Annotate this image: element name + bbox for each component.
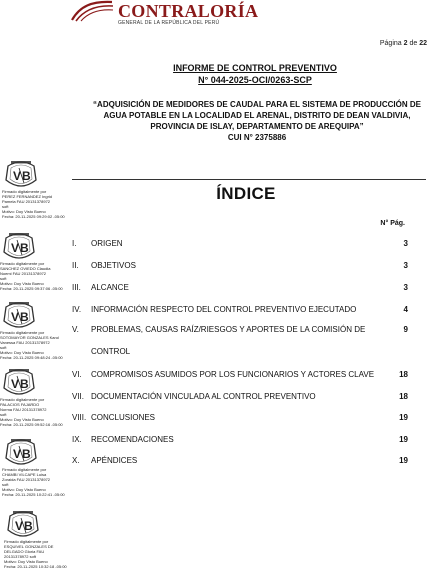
signature-line: PEREZ FERNANDEZ Ingrid [2,194,53,199]
signature-line: Fecha: 20-11-2025 09:52:16 -05:00 [0,422,63,427]
subject-cui: CUI N° 2375886 [227,133,287,142]
signature-line: Firmado digitalmente por [0,397,45,402]
signature-line: soft [2,482,9,487]
toc-entry[interactable] [72,456,408,470]
subject-line: PROVINCIA DE ISLAY, DEPARTAMENTO DE AREQUIPA” [150,122,364,131]
toc-label: PROBLEMAS, CAUSAS RAÍZ/RIESGOS Y APORTES DE LA COMISIÓN DE [91,325,366,334]
page-header [0,0,429,30]
signature-text [0,397,80,427]
toc-number: V. [72,325,79,334]
signature-line: Firmado digitalmente por [0,261,45,266]
visto-bueno-stamp-icon [2,436,40,468]
signature-line: SANCHEZ OVIEDO Claudia [0,266,51,271]
report-title: INFORME DE CONTROL PREVENTIVO [173,63,337,73]
toc-entry[interactable] [72,239,408,253]
toc-page: 18 [399,370,408,379]
index-title: ÍNDICE [216,184,276,203]
toc-label: OBJETIVOS [91,261,136,270]
signature-line: Fecha: 20-11-2025 10:32:18 -05:00 [4,564,67,569]
signature-line: CHAMBI VILCAPE Luisa [2,472,47,477]
toc-entry[interactable] [72,435,408,449]
signature-line: Firmado digitalmente por [4,539,49,544]
toc-number: VII. [72,392,85,401]
toc-page: 3 [403,283,408,292]
signature-line: Motivo: Doy Visto Bueno [2,487,46,492]
signature-text [2,189,82,219]
toc-entry[interactable] [72,305,408,319]
page-current: 2 [403,40,408,47]
signature-line: soft [0,412,7,417]
signature-line: PALACIOS FAJARDO [0,402,40,407]
page-prefix: Página [379,40,404,47]
signature-line: soft [0,345,7,350]
toc-number: IX. [72,435,82,444]
visto-bueno-stamp-icon [0,366,38,398]
toc-entry[interactable] [72,370,408,384]
signature-text [0,261,80,291]
toc-label: CONTROL [91,347,131,356]
signature-line: Firmado digitalmente por [2,467,47,472]
signature-line: Vanessa FAU 20131378972 [0,340,50,345]
toc-label: RECOMENDACIONES [91,435,174,444]
toc-number: X. [72,456,80,465]
subject-line: “ADQUISICIÓN DE MEDIDORES DE CAUDAL PARA EL SISTEMA DE PRODUCCIÓN DE [93,100,421,109]
toc-number: VIII. [72,413,87,422]
toc-number: VI. [72,370,82,379]
signature-text [4,539,84,569]
signature-line: Motivo: Doy Visto Bueno [0,350,44,355]
toc-entry-continuation[interactable] [72,347,408,361]
toc-label: CONCLUSIONES [91,413,156,422]
signature-line: Norma FAU 20131378972 [0,407,47,412]
toc-label: APÉNDICES [91,456,138,465]
signature-line: Motivo: Doy Visto Bueno [2,209,46,214]
visto-bueno-stamp-icon [0,230,38,262]
toc-entry[interactable] [72,413,408,427]
signature-line: ESQUIVEL GONZALES DE [4,544,54,549]
signature-line: Motivo: Doy Visto Bueno [0,417,44,422]
signature-line: Fecha: 20-11-2025 09:29:02 -05:00 [2,214,65,219]
signature-line: Motivo: Doy Visto Bueno [4,559,48,564]
toc-label: ALCANCE [91,283,129,292]
toc-entry[interactable] [72,392,408,406]
toc-page: 9 [403,325,408,334]
toc-page: 19 [399,435,408,444]
signature-line: Fecha: 20-11-2025 09:48:24 -05:00 [0,355,63,360]
toc-label: COMPROMISOS ASUMIDOS POR LOS FUNCIONARIOS Y ACTORES CLAVE [91,370,375,379]
signature-line: Noemi FAU 20131378972 [0,271,47,276]
signature-line: 20131378972 soft [4,554,37,559]
subject-line: AGUA POTABLE EN LA LOCALIDAD EL ARENAL, DISTRITO DE DEAN VALDIVIA, [103,111,411,120]
toc-number: IV. [72,305,82,314]
signature-line: DELGADO Gloria FAU [4,549,45,554]
toc-entry[interactable] [72,325,408,339]
signature-text [2,467,82,497]
visto-bueno-stamp-icon [0,299,38,331]
signature-line: Motivo: Doy Visto Bueno [0,281,44,286]
toc-page: 19 [399,456,408,465]
page-sep: de [407,40,420,47]
toc-label: INFORMACIÓN RESPECTO DEL CONTROL PREVENTIVO EJECUTADO [91,305,357,314]
org-subtitle: GENERAL DE LA REPÚBLICA DEL PERÚ [118,20,220,26]
toc-number: I. [72,239,77,248]
toc-page: 19 [399,413,408,422]
report-subject [72,99,429,143]
page-column-header: N° Pág. [380,220,405,227]
toc-page: 3 [403,239,408,248]
toc-number: III. [72,283,81,292]
signature-line: soft [2,204,9,209]
report-number: N° 044-2025-OCI/0263-SCP [198,75,312,85]
page-total: 22 [419,40,427,47]
signature-line: Zoraida FAU 20131378972 [2,477,51,482]
org-name: CONTRALORÍA [118,1,259,21]
signature-line: Firmado digitalmente por [2,189,47,194]
signature-line: Fecha: 20-11-2025 09:37:06 -05:00 [0,286,63,291]
signature-line: Firmado digitalmente por [0,330,45,335]
toc-entry[interactable] [72,283,408,297]
page-number [380,40,427,47]
signature-line: Pamela FAU 20131378972 [2,199,51,204]
toc-entry[interactable] [72,261,408,275]
toc-number: II. [72,261,79,270]
toc-page: 4 [403,305,408,314]
signature-line: SOTOMAYOR GONZALES Karol [0,335,59,340]
contraloria-logo-icon [70,0,114,22]
toc-page: 18 [399,392,408,401]
toc-page: 3 [403,261,408,270]
toc-label: DOCUMENTACIÓN VINCULADA AL CONTROL PREVENTIVO [91,392,316,401]
signature-text [0,330,80,360]
visto-bueno-stamp-icon [2,158,40,190]
visto-bueno-stamp-icon [4,508,42,540]
signature-line: soft [0,276,7,281]
toc-label: ORIGEN [91,239,123,248]
divider [72,179,426,180]
signature-line: Fecha: 20-11-2025 10:22:41 -05:00 [2,492,65,497]
